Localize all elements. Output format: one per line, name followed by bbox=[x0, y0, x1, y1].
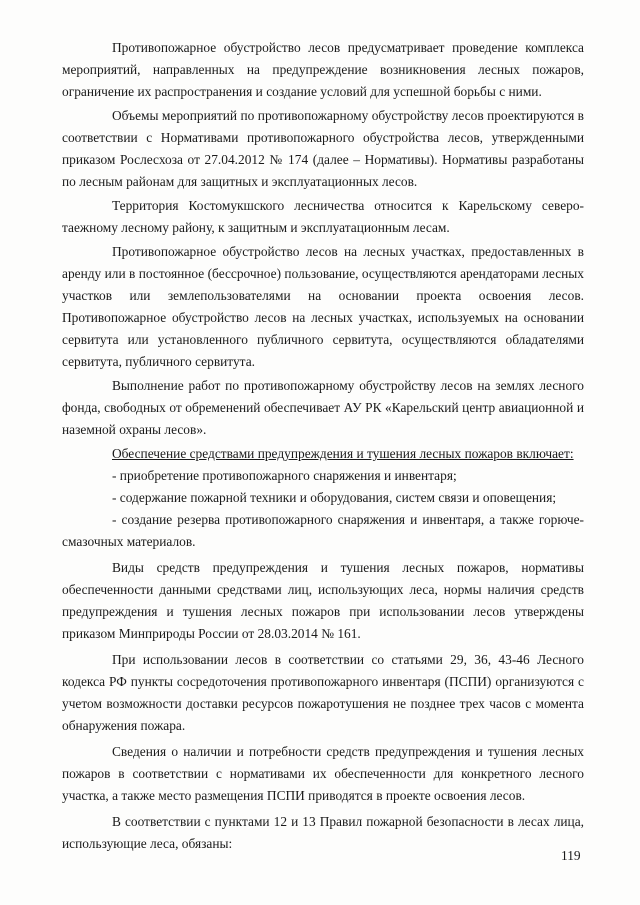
page-number: 119 bbox=[561, 848, 581, 863]
document-body bbox=[62, 37, 584, 855]
list-heading-text: Обеспечение средствами предупреждения и тушения лесных пожаров включает: bbox=[112, 446, 574, 461]
paragraph-pspi: При использовании лесов в соответствии со статьями 29, 36, 43-46 Лесного кодекса РФ пункты сосредоточения противопожарного инвентаря (ПСПИ) организуются с учетом возможности доставки ресурсов пожаротушения не позднее трех часов с момента обнаружения пожара. bbox=[62, 652, 584, 733]
paragraph-works: Выполнение работ по противопожарному обустройству лесов на землях лесного фонда, свободных от обременений обеспечивает АУ РК «Карельский центр авиационной и наземной охраны лесов». bbox=[62, 378, 584, 437]
paragraph-intro: Противопожарное обустройство лесов предусматривает проведение комплекса мероприятий, направленных на предупреждение возникновения лесных пожаров, ограничение их распространения и создание условий для успешной борьбы с ними. bbox=[62, 40, 584, 99]
list-item: - содержание пожарной техники и оборудования, систем связи и оповещения; bbox=[112, 490, 557, 505]
paragraph-lease: Противопожарное обустройство лесов на лесных участках, предоставленных в аренду или в постоянное (бессрочное) пользование, осуществляются арендаторами лесных участков или землепользователями на основании проекта освоения лесов. Противопожарное обустройство лесов на лесных участках, используемых на основании сервитута или установленного публичного сервитута, осуществляются обладателями сервитута, публичного сервитута. bbox=[62, 244, 584, 369]
paragraph-rules: В соответствии с пунктами 12 и 13 Правил пожарной безопасности в лесах лица, использующие леса, обязаны: bbox=[62, 814, 584, 851]
paragraph-territory: Территория Костомукшского лесничества относится к Карельскому северо-таежному лесному району, к защитным и эксплуатационным лесам. bbox=[62, 198, 584, 235]
paragraph-info: Сведения о наличии и потребности средств предупреждения и тушения лесных пожаров в соответствии с нормативами их обеспеченности для конкретного лесного участка, а также место размещения ПСПИ приводятся в проекте освоения лесов. bbox=[62, 744, 584, 803]
list-item: - приобретение противопожарного снаряжения и инвентаря; bbox=[112, 468, 457, 483]
paragraph-volumes: Объемы мероприятий по противопожарному обустройству лесов проектируются в соответствии с Нормативами противопожарного обустройства лесов, утвержденными приказом Рослесхоза от 27.04.2012 № 174 (далее – Нормативы). Нормативы разработаны по лесным районам для защитных и эксплуатационных лесов. bbox=[62, 108, 584, 189]
list-item: - создание резерва противопожарного снаряжения и инвентаря, а также горюче-смазочных материалов. bbox=[62, 512, 584, 549]
list-heading bbox=[62, 443, 584, 465]
paragraph-types: Виды средств предупреждения и тушения лесных пожаров, нормативы обеспеченности данными средствами лиц, использующих леса, нормы наличия средств предупреждения и тушения лесных пожаров при использовании лесов утверждены приказом Минприроды России от 28.03.2014 № 161. bbox=[62, 560, 584, 641]
